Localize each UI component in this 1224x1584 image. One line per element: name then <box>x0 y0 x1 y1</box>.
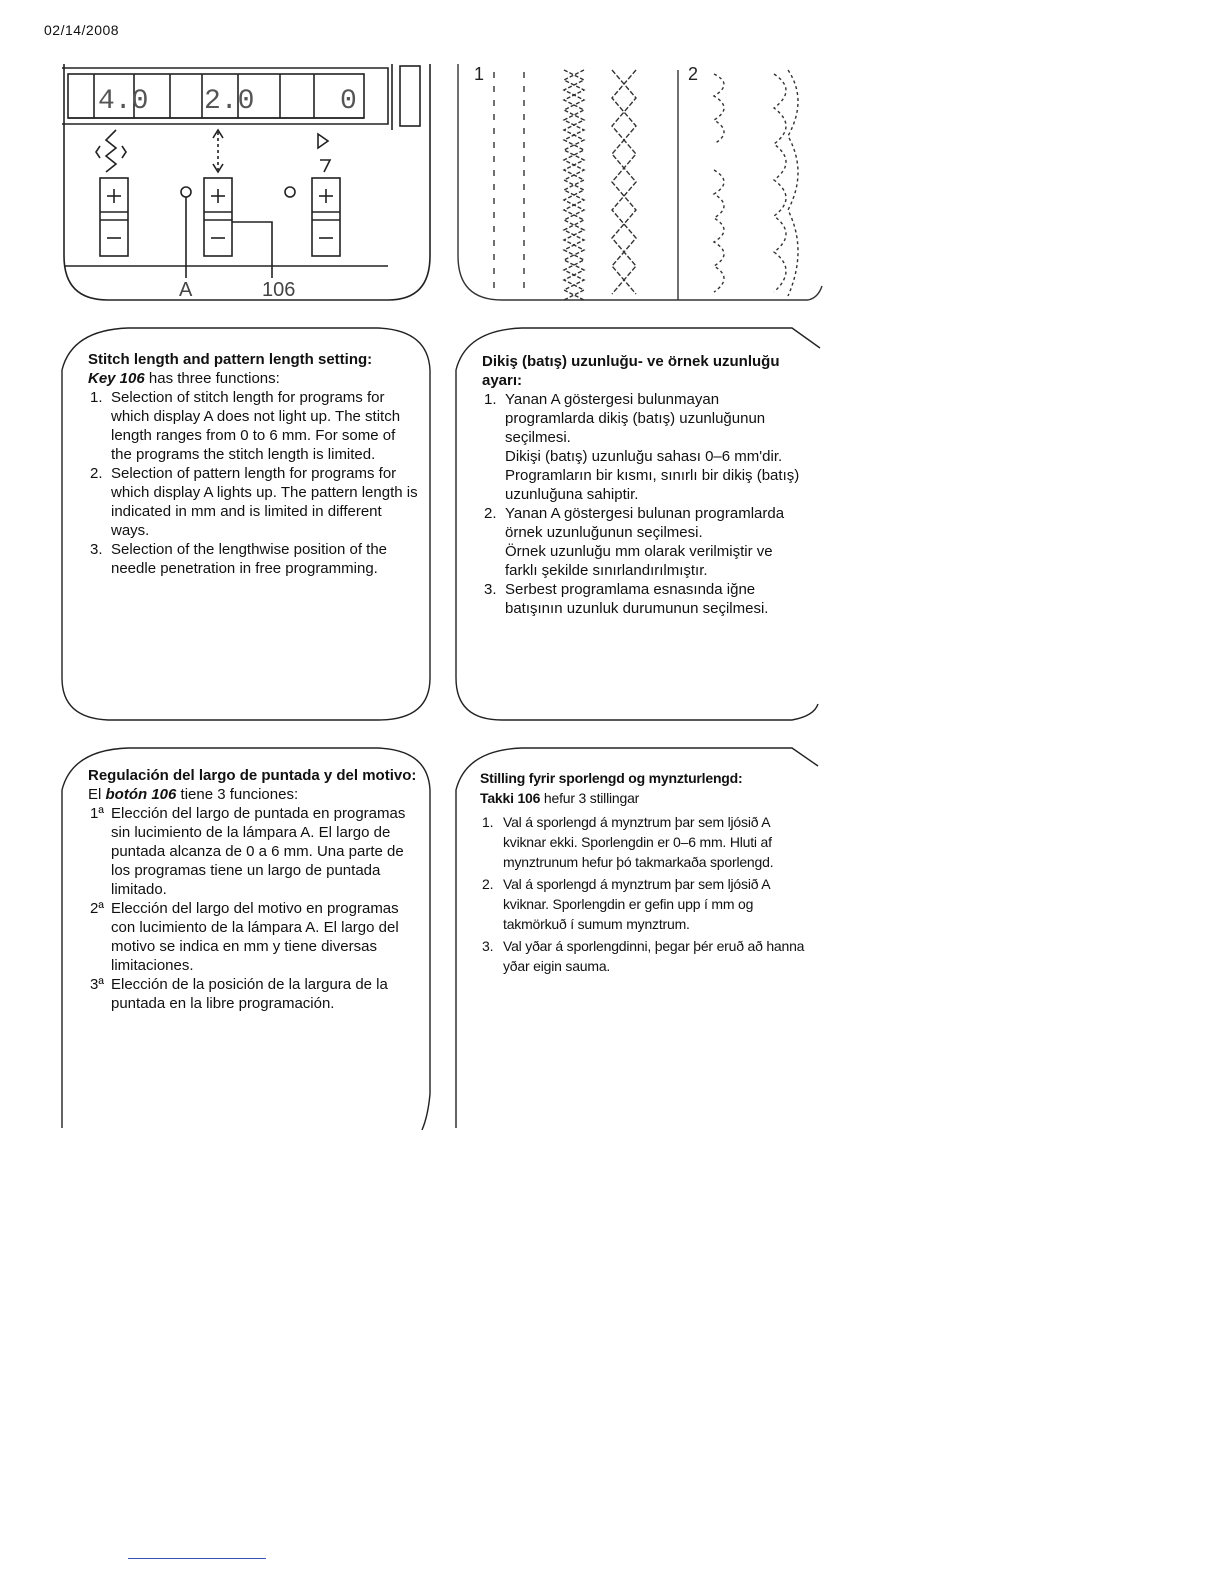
label-display-a: A <box>179 279 193 301</box>
section-turkish-list <box>482 390 808 618</box>
section-icelandic <box>452 744 824 1134</box>
list-item: 3. Serbest programlama esnasında iğne batışının uzunluk durumunun seçilmesi. <box>484 581 769 617</box>
list-item: 1ª Elección del largo de puntada en programas sin lucimiento de la lámpara A. El largo de puntada alcanza de 0 a 6 mm. Una parte de los programas tiene un largo de puntada limitado. <box>90 805 406 898</box>
section-turkish <box>452 324 824 724</box>
control-panel-drawing <box>58 60 436 306</box>
section-icelandic-key: Takki 106 <box>480 790 541 806</box>
list-item: 1. Val á sporlengd á mynztrum þar sem ljósið A kviknar ekki. Sporlengdin er 0–6 mm. Hluti af mynztrunum hefur þó takmarkaða sporlengd. <box>482 814 774 870</box>
label-key-106: 106 <box>262 279 296 301</box>
list-item: 3. Selection of the lengthwise position of the needle penetration in free programming. <box>90 541 388 577</box>
section-spanish-key-rest: tiene 3 funciones: <box>176 786 299 803</box>
label-sample-2: 2 <box>688 64 699 84</box>
list-item: 1. Yanan A göstergesi bulunmayan programlarda dikiş (batış) uzunluğunun seçilmesi. Dikişi (batış) uzunluğu sahası 0–6 mm'dir. Programların bir kısmı, sınırlı bir dikiş (batış) uzunluğuna sahiptir. <box>484 391 800 503</box>
list-item: 2. Selection of pattern length for programs for which display A lights up. The pattern length is indicated in mm and is limited in different ways. <box>90 465 418 539</box>
section-english <box>58 324 434 724</box>
display-digit-2: 2.0 <box>204 86 255 117</box>
list-item: 2. Yanan A göstergesi bulunan programlarda örnek uzunluğunun seçilmesi. Örnek uzunluğu mm olarak verilmiştir ve farklı şekilde sınırlandırılmıştır. <box>484 505 785 579</box>
section-english-key-line <box>88 369 418 388</box>
section-english-title: Stitch length and pattern length setting: <box>88 351 373 368</box>
stitch-samples-figure <box>452 60 824 306</box>
list-item: 2ª Elección del largo del motivo en programas con lucimiento de la lámpara A. El largo del motivo se indica en mm y tiene diversas limitaciones. <box>90 900 399 974</box>
section-icelandic-title: Stilling fyrir sporlengd og mynzturlengd: <box>480 770 743 786</box>
section-spanish-list <box>88 804 420 1013</box>
document-date: 02/14/2008 <box>44 22 120 38</box>
section-icelandic-key-rest: hefur 3 stillingar <box>540 790 640 806</box>
list-item: 1. Selection of stitch length for programs for which display A does not light up. The stitch length ranges from 0 to 6 mm. For some of the programs the stitch length is limited. <box>90 389 401 463</box>
section-spanish-key-line <box>88 785 420 804</box>
display-digit-3: 0 <box>340 86 357 117</box>
label-sample-1: 1 <box>474 64 485 84</box>
section-icelandic-list <box>480 812 810 976</box>
section-english-list <box>88 388 418 578</box>
list-item: 3. Val yðar á sporlengdinni, þegar þér eruð að hanna yðar eigin sauma. <box>482 938 805 974</box>
section-spanish-title: Regulación del largo de puntada y del motivo: <box>88 767 417 784</box>
section-icelandic-key-line <box>480 788 810 808</box>
section-turkish-title: Dikiş (batış) uzunluğu- ve örnek uzunluğu ayarı: <box>482 353 780 389</box>
section-english-key-rest: has three functions: <box>144 370 280 387</box>
section-spanish <box>58 744 434 1134</box>
list-item: 2. Val á sporlengd á mynztrum þar sem ljósið A kviknar. Sporlengdin er gefin upp í mm og takmörkuð í sumum mynztrum. <box>482 876 770 932</box>
section-spanish-key-pre: El <box>88 786 106 803</box>
display-digit-1: 4.0 <box>98 86 149 117</box>
stitch-samples-drawing <box>452 60 824 306</box>
list-item: 3ª Elección de la posición de la largura de la puntada en la libre programación. <box>90 976 388 1012</box>
control-panel-figure <box>58 60 436 306</box>
footer-divider <box>128 1558 266 1559</box>
section-spanish-key: botón 106 <box>105 786 177 803</box>
section-english-key: Key 106 <box>88 370 145 387</box>
